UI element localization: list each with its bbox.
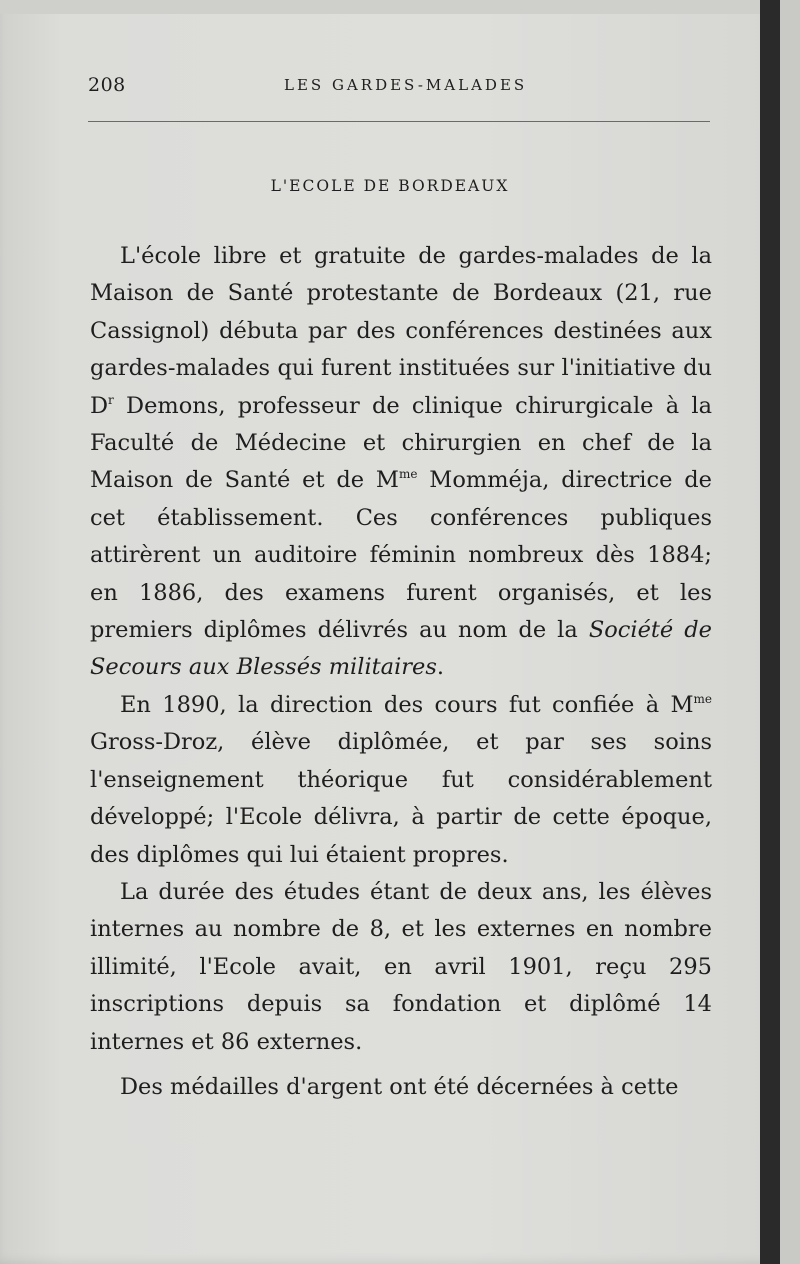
- paragraph-1-end: .: [436, 654, 445, 681]
- paragraph-3: La durée des études étant de deux ans, les élèves internes au nombre de 8, et les externes en nombre illimité, l'Ecole avait, en avril 1901, reçu 295 inscriptions depuis sa fondation et diplômé 14 internes et 86 externes.: [90, 878, 712, 1055]
- superscript-mme: me: [398, 467, 418, 482]
- paragraph-1-text-b: Demons, professeur de clinique chirurgicale à la Faculté de Médecine et chirurgien en chef de la Maison de Santé et de M: [90, 392, 712, 494]
- superscript-dr: r: [108, 392, 114, 407]
- superscript-mme-2: me: [693, 691, 712, 706]
- paragraph-1: [90, 238, 712, 687]
- section-title: L'ECOLE DE BORDEAUX: [270, 177, 510, 195]
- society-name-italic: Société de Secours aux Blessés militaires: [90, 617, 712, 681]
- header-rule: [88, 121, 710, 122]
- body-text: [90, 238, 712, 1106]
- running-title: LES GARDES-MALADES: [284, 76, 528, 94]
- paragraph-4: Des médailles d'argent ont été décernées à cette: [120, 1073, 679, 1100]
- paragraph-2: [90, 687, 712, 874]
- paragraph-2-text-b: Gross-Droz, élève diplômée, et par ses soins l'enseignement théorique fut considérablement développé; l'Ecole délivra, à partir de cette époque, des diplômes qui lui étaient propres.: [90, 729, 712, 868]
- paragraph-1-text-c: Momméja, directrice de cet établissement. Ces conférences publiques attirèrent un auditoire féminin nombreux dès 1884; en 1886, des examens furent organisés, et les premiers diplômes délivrés au nom de la: [90, 467, 712, 644]
- paragraph-1-text-a: L'école libre et gratuite de gardes-malades de la Maison de Santé protestante de Bordeaux (21, rue Cassignol) débuta par des conférences destinées aux gardes-malades qui furent instituées sur l'initiative du D: [90, 243, 712, 419]
- scan-dark-edge: [760, 0, 780, 1264]
- running-head: [88, 72, 708, 102]
- page-top-margin: [0, 0, 780, 14]
- paragraph-2-text-a: En 1890, la direction des cours fut confiée à M: [120, 691, 694, 718]
- page-number: 208: [88, 74, 126, 96]
